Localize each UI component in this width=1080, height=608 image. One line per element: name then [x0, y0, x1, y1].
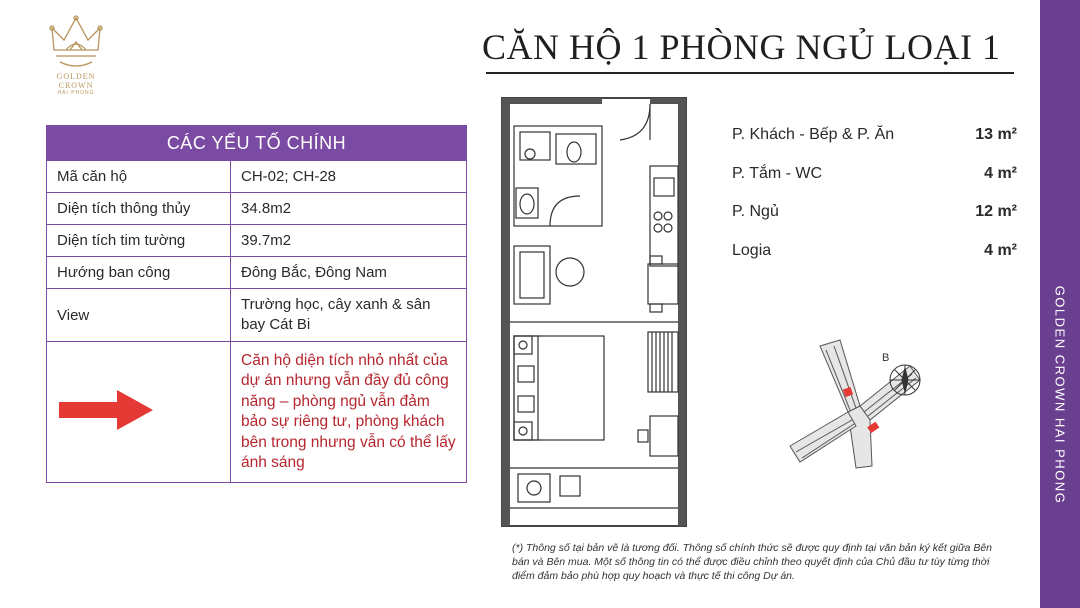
row-value: CH-02; CH-28 [231, 161, 467, 193]
area-row [732, 118, 1017, 157]
table-row [47, 225, 467, 257]
table-row [47, 289, 467, 342]
area-name: P. Ngủ [732, 203, 779, 220]
key-factors-table [46, 125, 467, 483]
floor-plan [500, 96, 690, 528]
area-value: 13 m² [975, 126, 1017, 143]
area-row [732, 234, 1017, 273]
building-key-map [760, 326, 960, 476]
table-row [47, 193, 467, 225]
room-area-list [732, 118, 1017, 272]
key-factors-header: CÁC YẾU TỐ CHÍNH [47, 126, 467, 161]
area-name: Logia [732, 241, 772, 259]
area-value: 4 m² [984, 164, 1017, 182]
sidebar-brand-text: GOLDEN CROWN HAI PHONG [1052, 285, 1068, 505]
row-value: 39.7m2 [231, 225, 467, 257]
crown-icon [46, 10, 106, 72]
arrow-cell [47, 342, 231, 483]
compass-north-label: B [882, 352, 890, 364]
table-row [47, 257, 467, 289]
area-value: 12 m² [975, 203, 1017, 220]
row-label: Diện tích tim tường [47, 225, 231, 257]
row-label: Mã căn hộ [47, 161, 231, 193]
row-label: Diện tích thông thủy [47, 193, 231, 225]
row-label: Hướng ban công [47, 257, 231, 289]
title-underline [486, 72, 1014, 74]
area-value: 4 m² [984, 241, 1017, 259]
logo-line-2: CROWN [58, 81, 94, 90]
arrow-right-icon [57, 387, 157, 433]
row-label: View [47, 289, 231, 342]
row-value: 34.8m2 [231, 193, 467, 225]
area-name: P. Khách - Bếp & P. Ăn [732, 126, 895, 143]
golden-crown-logo [40, 10, 112, 110]
logo-line-3: HAI PHONG [57, 90, 95, 96]
row-value: Trường học, cây xanh & sân bay Cát Bi [231, 289, 467, 342]
disclaimer-footnote: (*) Thông số tại bản vẽ là tương đối. Thông số chính thức sẽ được quy định tại văn bản ký kết giữa Bên bán và Bên mua. Một số thông tin có thể được điều chỉnh theo quyết định của Chủ đầu tư tùy từng thời điểm đảm bảo phù hợp quy hoạch và thực tế thi công Dự án. [512, 542, 993, 582]
table-row [47, 161, 467, 193]
page-title: CĂN HỘ 1 PHÒNG NGỦ LOẠI 1 [482, 27, 1001, 67]
logo-line-1: GOLDEN [56, 72, 96, 81]
area-row [732, 157, 1017, 196]
highlight-note: Căn hộ diện tích nhỏ nhất của dự án nhưng vẫn đầy đủ công năng – phòng ngủ vẫn đảm bảo sự riêng tư, phòng khách bên trong nhưng vẫn có thể lấy ánh sáng [231, 342, 467, 483]
area-name: P. Tắm - WC [732, 164, 823, 182]
area-row [732, 195, 1017, 234]
highlight-row [47, 342, 467, 483]
row-value: Đông Bắc, Đông Nam [231, 257, 467, 289]
